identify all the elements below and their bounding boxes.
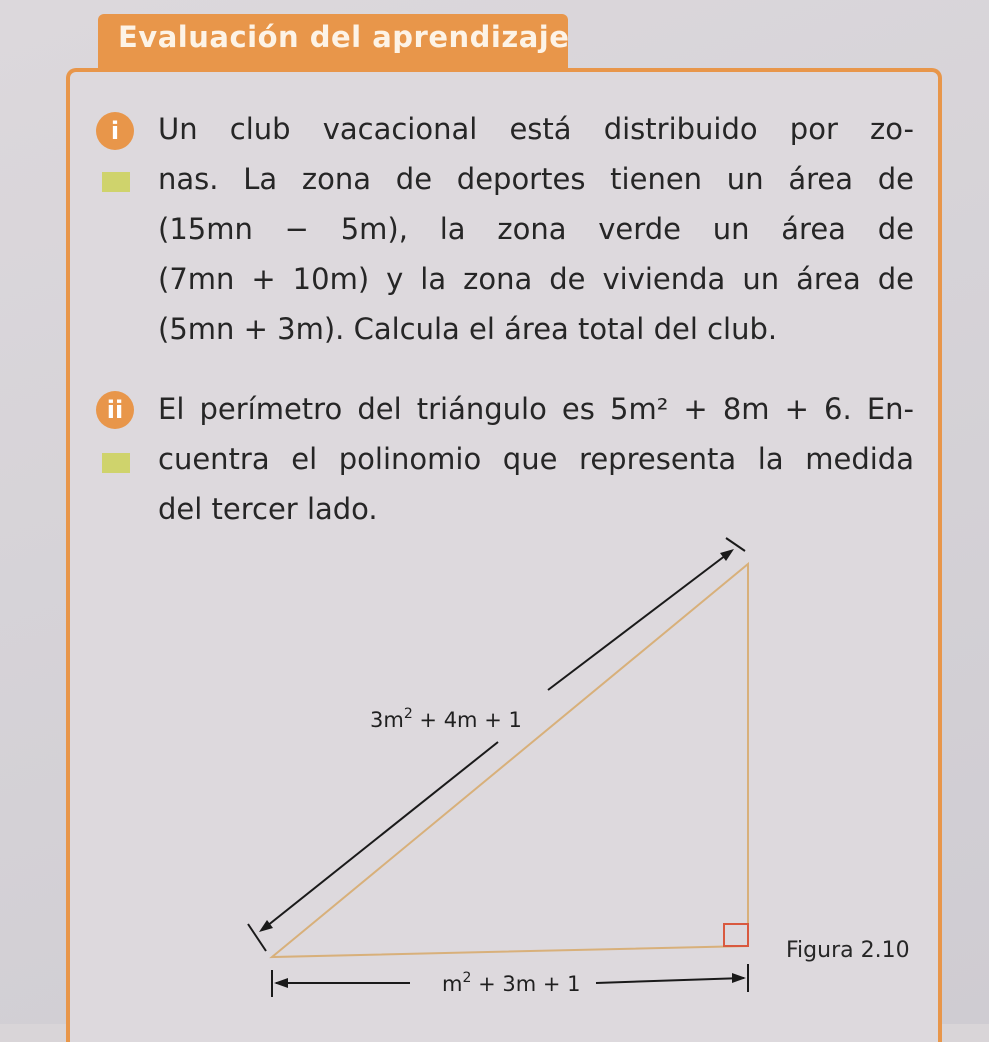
exercise-i-line: Un club vacacional está distribuido por zo-	[158, 112, 914, 146]
arrow-head-icon	[274, 978, 288, 988]
base-dimension-line	[596, 978, 744, 983]
hypotenuse-dimension-line	[262, 742, 498, 930]
exercise-i-line: (5mn + 3m). Calcula el área total del club.	[158, 312, 778, 346]
hypotenuse-dimension-line	[548, 552, 730, 690]
exercise-i-line: nas. La zona de deportes tienen un área de	[158, 162, 914, 196]
section-title: Evaluación del aprendizaje	[118, 20, 570, 54]
dimension-tick	[726, 538, 745, 551]
hypotenuse-label: $3m^2 + 4m + 1$	[370, 706, 522, 732]
arrow-head-icon	[732, 973, 746, 983]
exercise-i-line: (7mn + 10m) y la zona de vivienda un área de	[158, 262, 914, 296]
right-angle-marker	[724, 924, 748, 946]
exercise-ii-line: cuentra el polinomio que representa la medida	[158, 442, 914, 476]
item-badge-ii: ii	[96, 391, 134, 429]
exercise-ii-line: del tercer lado.	[158, 492, 378, 526]
exercise-ii-line: El perímetro del triángulo es 5m² + 8m + 6. En-	[158, 392, 914, 426]
right-triangle	[272, 564, 748, 957]
figure-caption: Figura 2.10	[786, 938, 910, 963]
base-label: $m^2 + 3m + 1$	[442, 970, 581, 996]
item-badge-i: i	[96, 112, 134, 150]
exercise-i-line: (15mn − 5m), la zona verde un área de	[158, 212, 914, 246]
